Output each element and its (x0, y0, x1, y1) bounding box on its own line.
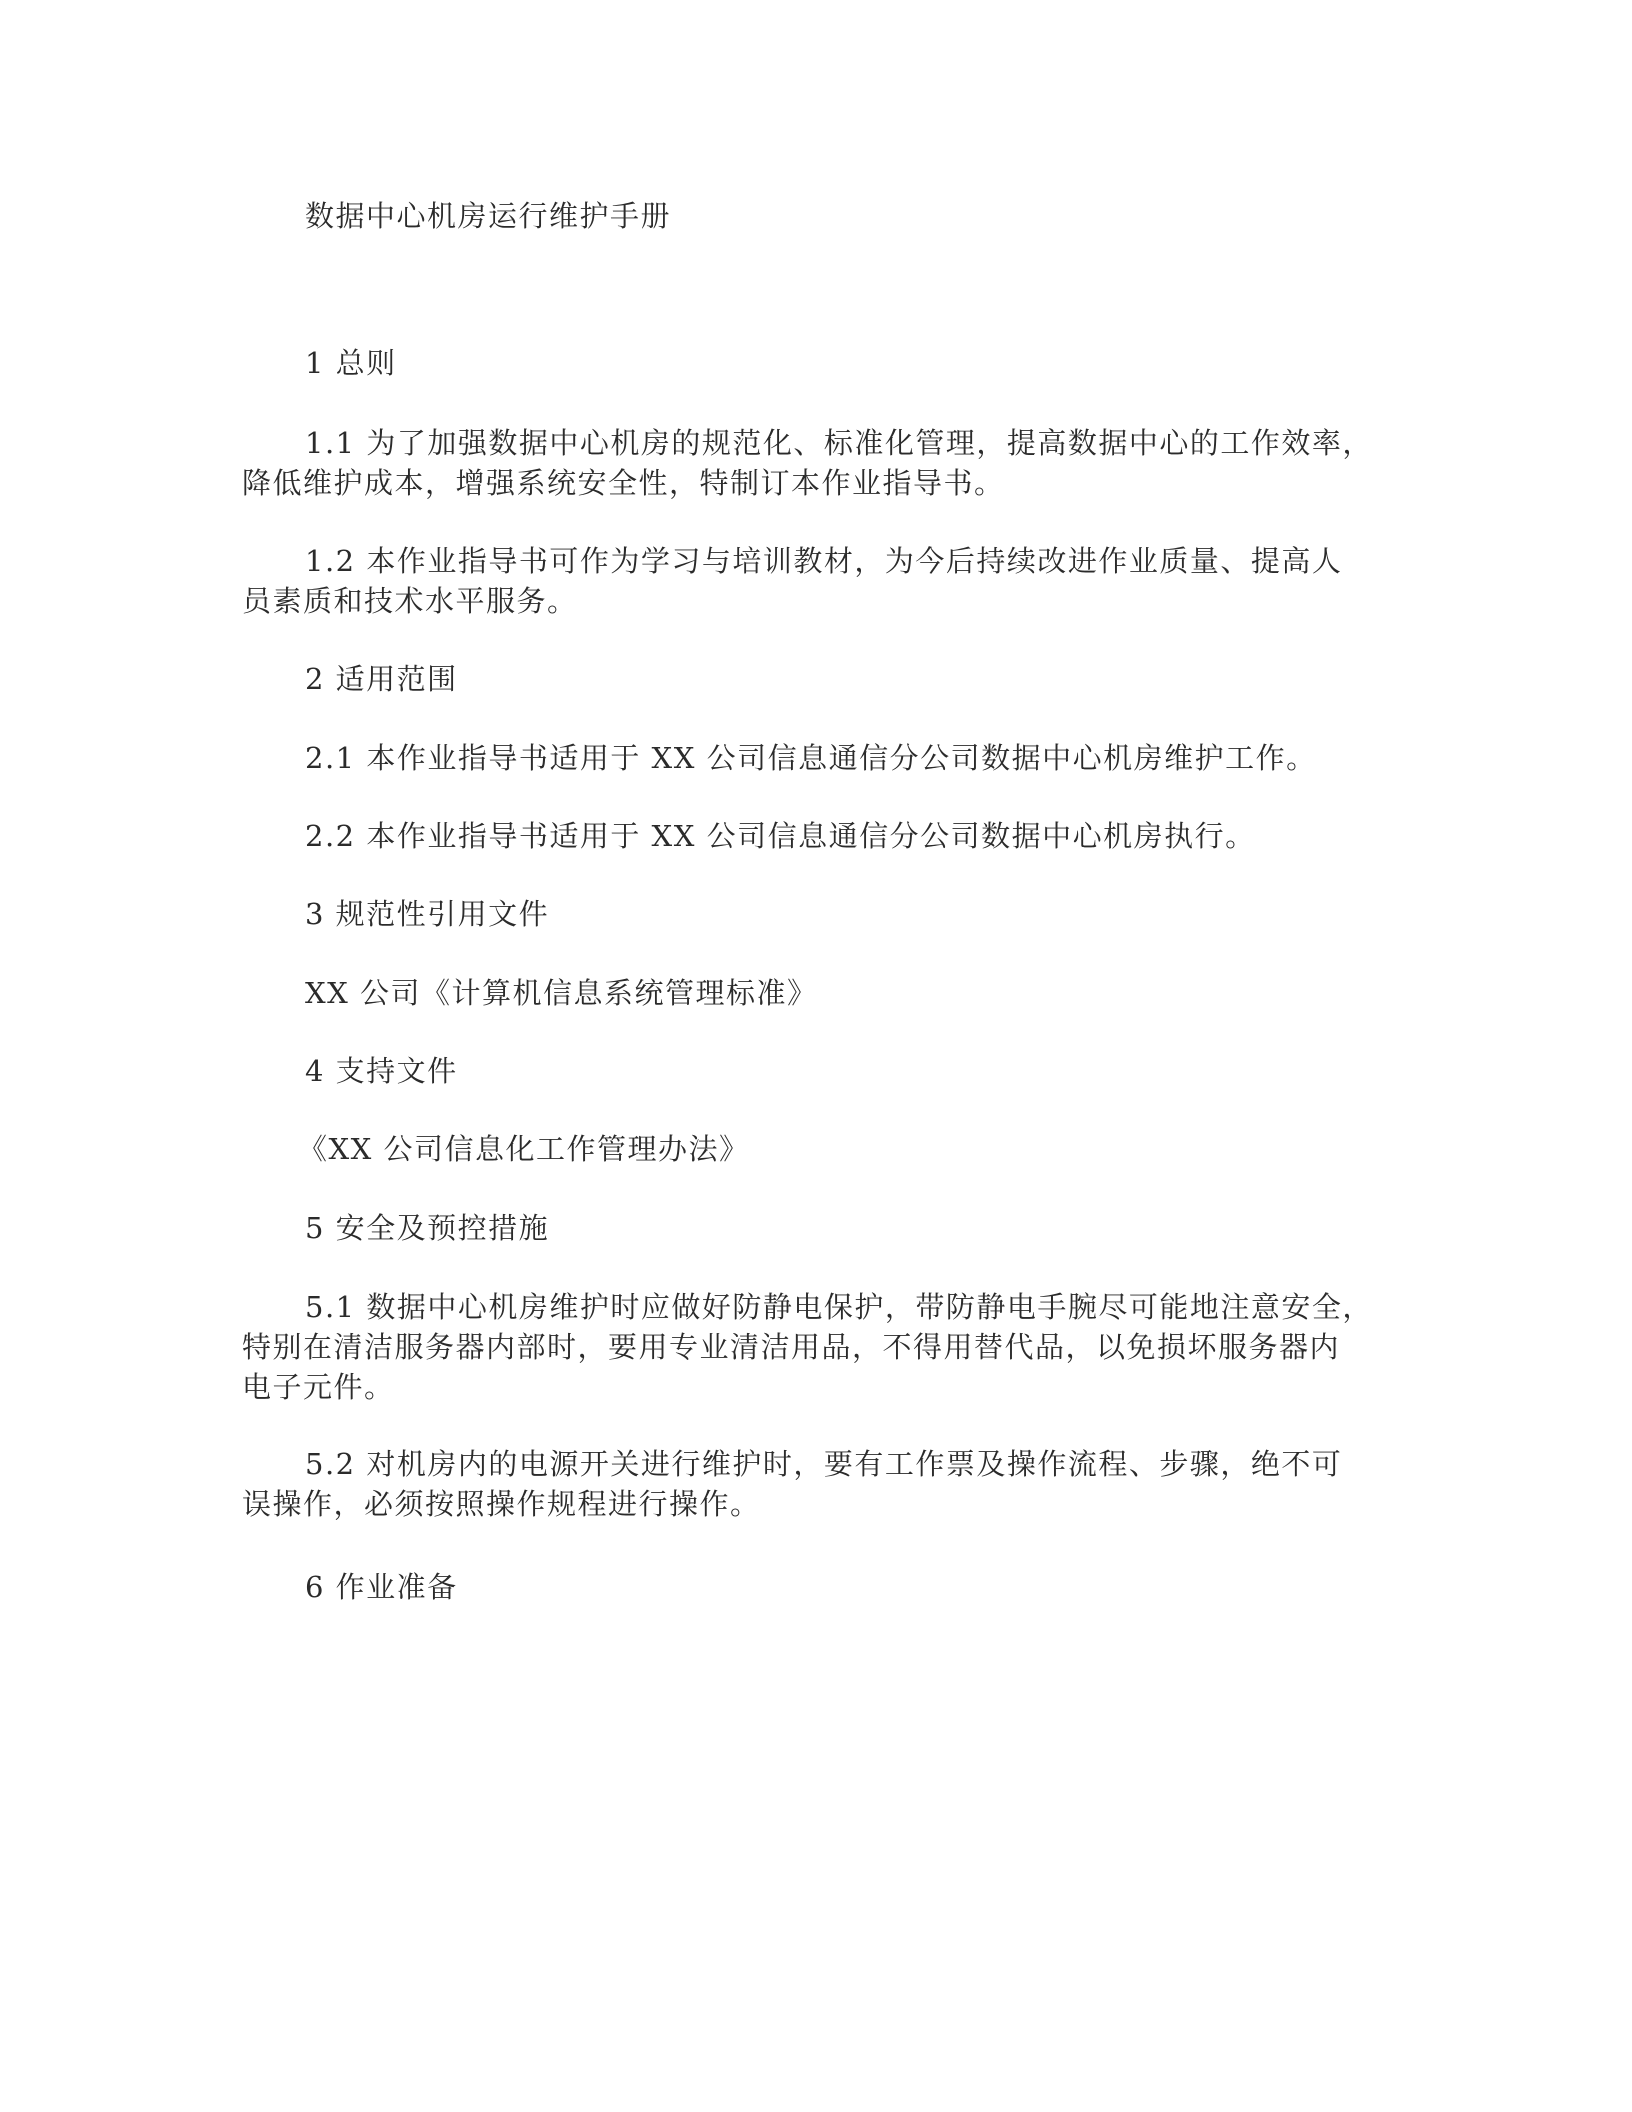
paragraph-2-2: 2.2 本作业指导书适用于 XX 公司信息通信分公司数据中心机房执行。 (305, 819, 1256, 853)
paragraph-line: 5.1 数据中心机房维护时应做好防静电保护，带防静电手腕尽可能地注意安全， (305, 1290, 1373, 1324)
section-heading-6: 6 作业准备 (305, 1570, 458, 1604)
paragraph-line: 电子元件。 (242, 1370, 395, 1404)
document-title: 数据中心机房运行维护手册 (305, 199, 672, 233)
paragraph-2-1: 2.1 本作业指导书适用于 XX 公司信息通信分公司数据中心机房维护工作。 (305, 741, 1317, 775)
section-heading-5: 5 安全及预控措施 (305, 1211, 550, 1245)
paragraph-line: 降低维护成本，增强系统安全性，特制订本作业指导书。 (242, 466, 1005, 500)
paragraph-line: 1.2 本作业指导书可作为学习与培训教材，为今后持续改进作业质量、提高人 (305, 544, 1343, 578)
paragraph-line: 特别在清洁服务器内部时，要用专业清洁用品，不得用替代品，以免损坏服务器内 (242, 1330, 1341, 1364)
paragraph-line: 1.1 为了加强数据中心机房的规范化、标准化管理，提高数据中心的工作效率， (305, 426, 1373, 460)
section-heading-4: 4 支持文件 (305, 1054, 458, 1088)
support-document: 《XX 公司信息化工作管理办法》 (298, 1132, 750, 1166)
section-heading-1: 1 总则 (305, 346, 397, 380)
paragraph-line: 员素质和技术水平服务。 (242, 584, 578, 618)
paragraph-line: 误操作，必须按照操作规程进行操作。 (242, 1487, 761, 1521)
reference-document: XX 公司《计算机信息系统管理标准》 (305, 976, 818, 1010)
section-heading-2: 2 适用范围 (305, 662, 458, 696)
paragraph-line: 5.2 对机房内的电源开关进行维护时，要有工作票及操作流程、步骤，绝不可 (305, 1447, 1343, 1481)
section-heading-3: 3 规范性引用文件 (305, 897, 550, 931)
